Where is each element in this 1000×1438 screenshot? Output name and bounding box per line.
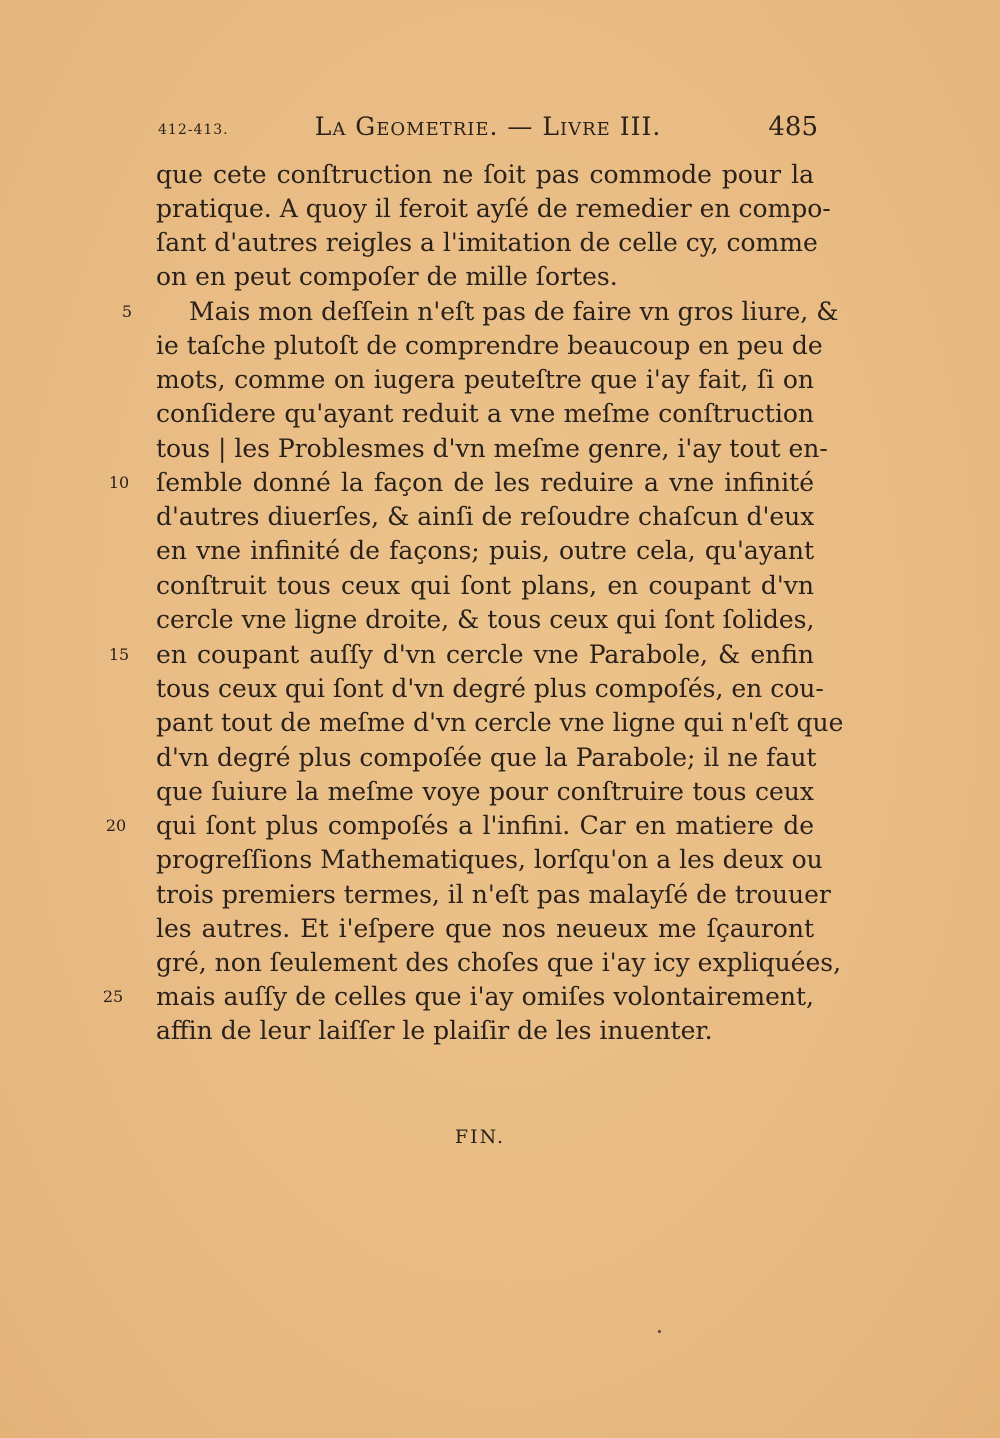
text-line: on en peut compoſer de mille ſortes. <box>156 262 618 291</box>
text-line: ſemble donné la façon de les reduire a vne infinité <box>156 468 814 497</box>
text-line: Mais mon deſſein n'eſt pas de faire vn gros liure, & <box>189 297 839 326</box>
end-mark: FIN. <box>454 1126 506 1148</box>
text-line: en coupant auſſy d'vn cercle vne Parabole, & enfin <box>156 640 814 669</box>
text-line: ie taſche plutoſt de comprendre beaucoup en peu de <box>156 331 823 360</box>
text-line: qui ſont plus compoſés a l'infini. Car en matiere de <box>156 811 814 840</box>
text-line: d'autres diuerſes, & ainſi de reſoudre chaſcun d'eux <box>156 502 815 531</box>
text-line: conſtruit tous ceux qui ſont plans, en coupant d'vn <box>156 571 814 600</box>
text-line: mais auſſy de celles que i'ay omiſes volontairement, <box>156 982 814 1011</box>
text-line: cercle vne ligne droite, & tous ceux qui ſont ſolides, <box>156 605 815 634</box>
text-line: d'vn degré plus compoſée que la Parabole; il ne faut <box>156 743 817 772</box>
line-number: 5 <box>121 302 133 321</box>
text-line: pant tout de meſme d'vn cercle vne ligne qui n'eſt que <box>156 708 844 737</box>
text-line: que ſuiure la meſme voye pour conſtruire tous ceux <box>156 777 814 806</box>
paper-speck <box>658 1330 661 1333</box>
running-head <box>158 112 818 152</box>
line-number: 20 <box>105 816 127 835</box>
text-line: pratique. A quoy il feroit ayſé de remedier en compo- <box>156 194 831 223</box>
text-line: affin de leur laiſſer le plaiſir de les inuenter. <box>156 1016 713 1045</box>
text-line: tous | les Problesmes d'vn meſme genre, i'ay tout en- <box>156 434 828 463</box>
text-line: gré, non ſeulement des choſes que i'ay icy expliquées, <box>156 948 842 977</box>
text-line: mots, comme on iugera peuteſtre que i'ay fait, ſi on <box>156 365 814 394</box>
text-line: trois premiers termes, il n'eſt pas malayſé de trouuer <box>156 880 831 909</box>
text-line: que cete conſtruction ne ſoit pas commode pour la <box>156 160 814 189</box>
text-line: tous ceux qui ſont d'vn degré plus compoſés, en cou- <box>156 674 824 703</box>
text-line: conſidere qu'ayant reduit a vne meſme conſtruction <box>156 399 814 428</box>
line-number: 25 <box>102 987 124 1006</box>
running-title: La Geometrie. — Livre III. <box>314 112 662 141</box>
line-number: 15 <box>108 645 130 664</box>
text-line: progreſſions Mathematiques, lorſqu'on a les deux ou <box>156 845 823 874</box>
page-number: 485 <box>768 112 818 142</box>
line-number: 10 <box>108 473 130 492</box>
text-line: en vne infinité de façons; puis, outre cela, qu'ayant <box>156 536 814 565</box>
text-line: ſant d'autres reigles a l'imitation de celle cy, comme <box>156 228 818 257</box>
folio-range: 412-413. <box>158 122 229 138</box>
text-line: les autres. Et i'eſpere que nos neueux me ſçauront <box>156 914 814 943</box>
